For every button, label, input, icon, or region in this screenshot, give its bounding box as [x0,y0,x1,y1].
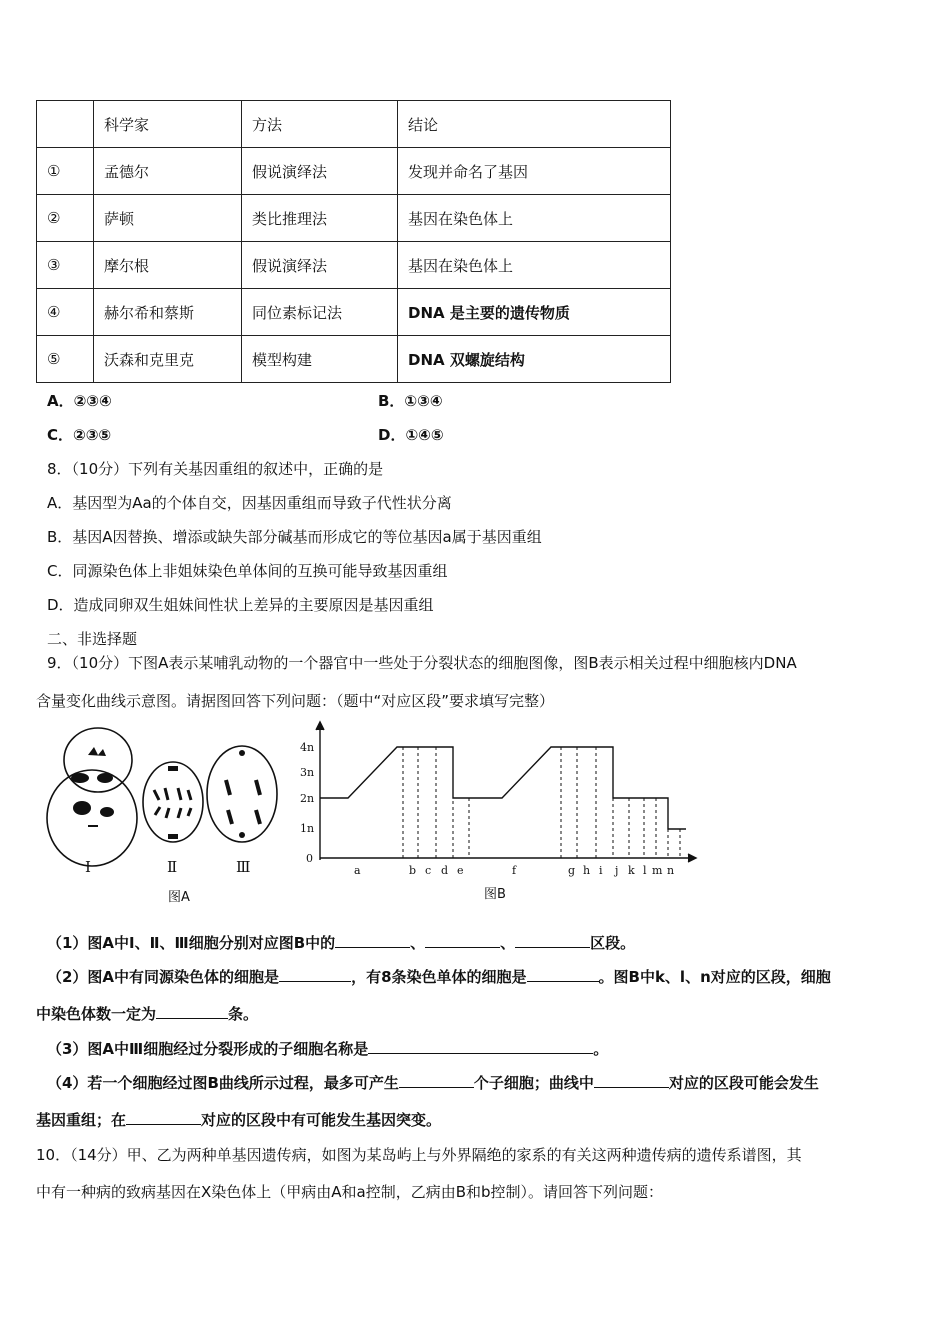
q8-option-b: B．基因A因替换、增添或缺失部分碱基而形成它的等位基因a属于基因重组 [47,528,542,546]
x-label: b [409,864,417,877]
y-tick: 0 [306,852,313,865]
answer-blank[interactable] [399,1073,474,1088]
x-label: k [628,864,635,877]
x-label: n [667,864,675,877]
table-row: ② 萨顿 类比推理法 基因在染色体上 [37,195,671,242]
q9-line2: 含量变化曲线示意图。请据图回答下列问题：（题中“对应区段”要求填写完整） [36,692,555,710]
table-row: ⑤ 沃森和克里克 模型构建 DNA 双螺旋结构 [37,336,671,383]
x-label: m [652,864,663,877]
answer-blank[interactable] [279,967,351,982]
x-label: e [457,864,464,877]
table-row: ① 孟德尔 假说演绎法 发现并命名了基因 [37,148,671,195]
x-label: d [441,864,449,877]
q8-option-c: C．同源染色体上非姐妹染色单体间的互换可能导致基因重组 [47,562,448,580]
y-tick: 1n [300,822,315,835]
y-tick: 4n [300,741,315,754]
answer-blank[interactable] [594,1073,669,1088]
q10-line1: 10．（14分）甲、乙为两种单基因遗传病，如图为某岛屿上与外界隔绝的家系的有关这两种遗传病的遗传系谱图，其 [36,1146,802,1164]
dna-curve [320,747,686,829]
q9-part4: （4）若一个细胞经过图B曲线所示过程，最多可产生 个子细胞；曲线中 对应的区段可能会发生 [47,1074,819,1092]
header-cell: 方法 [242,101,398,148]
q7-option-c: C．②③⑤ [47,426,112,444]
x-label: a [354,864,361,877]
header-cell: 科学家 [94,101,242,148]
answer-blank[interactable] [335,933,410,948]
x-label: i [599,864,603,877]
x-label: j [615,864,619,877]
q9-part3: （3）图A中Ⅲ细胞经过分裂形成的子细胞名称是 。 [47,1040,609,1058]
q9-part1: （1）图A中Ⅰ、Ⅱ、Ⅲ细胞分别对应图B中的 、 、 区段。 [47,934,636,952]
segment-dividers [403,747,680,858]
table-row: ④ 赫尔希和蔡斯 同位素标记法 DNA 是主要的遗传物质 [37,289,671,336]
q7-option-d: D．①④⑤ [378,426,444,444]
fig-a-label-3: Ⅲ [236,858,251,876]
fig-a-label-1: Ⅰ [85,858,91,876]
q9-line1: 9．（10分）下图A表示某哺乳动物的一个器官中一些处于分裂状态的细胞图像，图B表示相关过程中细胞核内DNA [47,654,797,672]
answer-blank[interactable] [126,1110,201,1125]
q8-option-a: A．基因型为Aa的个体自交，因基因重组而导致子代性状分离 [47,494,452,512]
table-row: ③ 摩尔根 假说演绎法 基因在染色体上 [37,242,671,289]
y-tick: 2n [300,792,315,805]
header-cell: 结论 [398,101,671,148]
q9-part2-cont: 中染色体数一定为 条。 [36,1005,259,1023]
y-tick: 3n [300,766,315,779]
answer-blank[interactable] [425,933,500,948]
x-label: g [568,864,576,877]
fig-a-caption: 图A [168,890,190,905]
answer-blank[interactable] [527,967,599,982]
x-label: f [512,864,517,877]
q9-part2: （2）图A中有同源染色体的细胞是 ，有8条染色单体的细胞是 。图B中k、l、n对应的区段，细胞 [47,968,831,986]
section-heading: 二、非选择题 [47,630,138,648]
answer-blank[interactable] [368,1039,593,1054]
x-label: h [583,864,591,877]
fig-b-caption: 图B [484,887,506,902]
q9-part4-cont: 基因重组；在 对应的区段中有可能发生基因突变。 [36,1111,442,1129]
q7-option-b: B．①③④ [378,392,443,410]
q8-stem: 8．（10分）下列有关基因重组的叙述中，正确的是 [47,460,384,478]
q8-option-d: D．造成同卵双生姐妹间性状上差异的主要原因是基因重组 [47,596,434,614]
x-label: l [643,864,647,877]
x-label: c [425,864,432,877]
fig-a-label-2: Ⅱ [167,858,178,876]
answer-blank[interactable] [156,1004,228,1019]
q7-option-a: A．②③④ [47,392,112,410]
q10-line2: 中有一种病的致病基因在X染色体上（甲病由A和a控制，乙病由B和b控制）。请回答下列问题： [36,1183,664,1201]
answer-blank[interactable] [515,933,590,948]
